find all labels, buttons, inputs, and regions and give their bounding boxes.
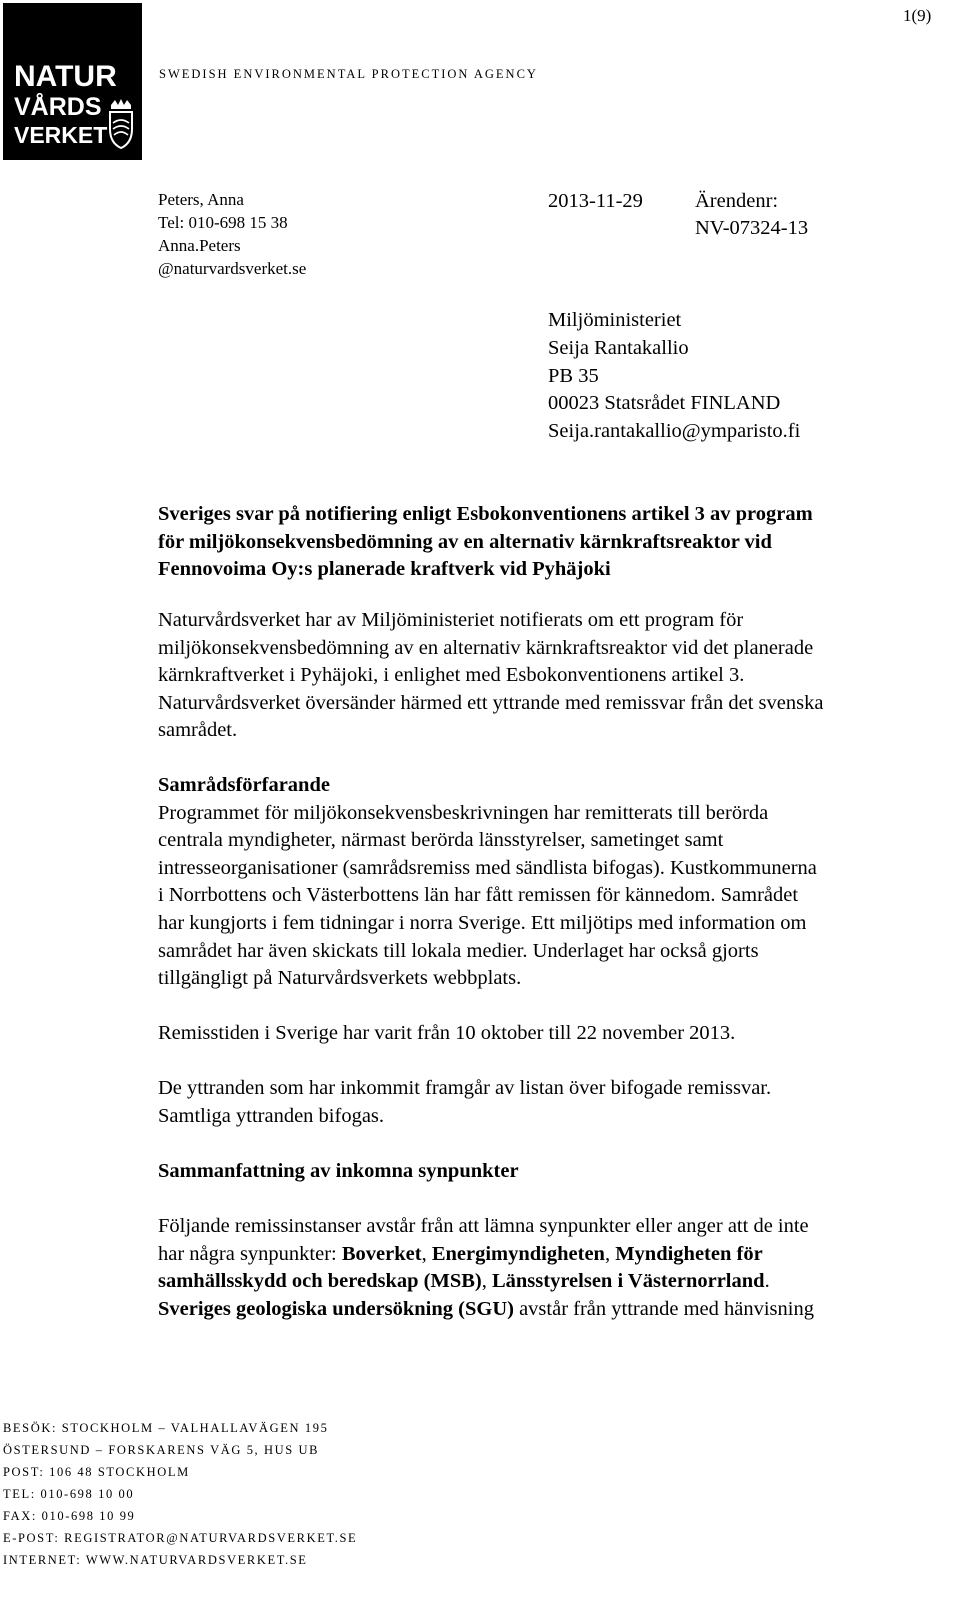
- org-boverket: Boverket: [341, 1242, 422, 1265]
- footer-tel: TEL: 010-698 10 00: [3, 1487, 135, 1501]
- replies-paragraph: [158, 1075, 948, 1130]
- org-msb: Myndigheten för: [615, 1242, 763, 1265]
- recipient-address: [548, 307, 800, 446]
- recipient-email: Seija.rantakallio@ymparisto.fi: [548, 420, 801, 443]
- recipient-line: 00023 Statsrådet FINLAND: [548, 392, 781, 415]
- footer-ostersund: ÖSTERSUND – FORSKARENS VÄG 5, HUS UB: [3, 1443, 320, 1457]
- summary-line: [158, 1296, 948, 1324]
- document-title: [158, 501, 948, 584]
- case-number: NV-07324-13: [695, 217, 809, 239]
- sender-email-line2: @naturvardsverket.se: [158, 259, 307, 278]
- sender-email-line1: Anna.Peters: [158, 236, 241, 255]
- agency-logo: [3, 3, 142, 160]
- footer-post: POST: 106 48 STOCKHOLM: [3, 1465, 190, 1479]
- recipient-line: Seija Rantakallio: [548, 336, 689, 359]
- section-samradsforfarande: [158, 772, 948, 993]
- summary-line: [158, 1241, 948, 1269]
- sender-tel: Tel: 010-698 15 38: [158, 213, 288, 232]
- section-line: tillgängligt på Naturvårdsverkets webbplats.: [158, 967, 522, 990]
- separator: ,: [421, 1242, 432, 1265]
- section-heading-summary: Sammanfattning av inkomna synpunkter: [158, 1160, 519, 1182]
- separator: ,: [604, 1242, 616, 1265]
- logo-line1: NATUR: [14, 60, 117, 93]
- title-line: Fennovoima Oy:s planerade kraftverk vid Pyhäjoki: [158, 558, 611, 581]
- org-msb-cont: samhällsskydd och beredskap (MSB): [158, 1270, 482, 1293]
- org-sgu: Sveriges geologiska undersökning (SGU): [158, 1297, 514, 1320]
- section-line: centrala myndigheter, närmast berörda länsstyrelser, sametinget samt: [158, 829, 724, 852]
- intro-line: kärnkraftverket i Pyhäjoki, i enlighet med Esbokonventionens artikel 3.: [158, 664, 745, 687]
- footer-visit: BESÖK: STOCKHOLM – VALHALLAVÄGEN 195: [3, 1421, 329, 1435]
- section-heading: Samrådsförfarande: [158, 774, 330, 796]
- footer-website[interactable]: INTERNET: WWW.NATURVARDSVERKET.SE: [3, 1553, 308, 1567]
- intro-line: miljökonsekvensbedömning av en alternativ kärnkraftsreaktor vid det planerade: [158, 636, 814, 659]
- recipient-line: Miljöministeriet: [548, 309, 682, 331]
- replies-line: Samtliga yttranden bifogas.: [158, 1104, 385, 1127]
- intro-line: Naturvårdsverket översänder härmed ett yttrande med remissvar från det svenska: [158, 691, 824, 714]
- separator: .: [764, 1270, 770, 1293]
- case-label: Ärendenr:: [695, 190, 779, 212]
- footer-email[interactable]: E-POST: REGISTRATOR@NATURVARDSVERKET.SE: [3, 1531, 358, 1545]
- logo-line2: VÅRDS: [14, 93, 102, 121]
- summary-line: [158, 1268, 948, 1296]
- intro-paragraph: [158, 607, 948, 745]
- section-line: intresseorganisationer (samrådsremiss med sändlista bifogas). Kustkommunerna: [158, 856, 817, 879]
- org-energimyndigheten: Energimyndigheten: [431, 1242, 605, 1265]
- section-line: samrådet har även skickats till lokala medier. Underlaget har också gjorts: [158, 939, 759, 962]
- sender-name: Peters, Anna: [158, 190, 244, 209]
- page-number: 1(9): [903, 6, 932, 25]
- summary-paragraph: [158, 1213, 948, 1323]
- intro-line: samrådet.: [158, 719, 238, 742]
- intro-line: Naturvårdsverket har av Miljöministeriet notifierats om ett program för: [158, 609, 744, 631]
- remiss-period: Remisstiden i Sverige har varit från 10 oktober till 22 november 2013.: [158, 1022, 736, 1044]
- summary-line: Följande remissinstanser avstår från att lämna synpunkter eller anger att de inte: [158, 1215, 809, 1237]
- footer-fax: FAX: 010-698 10 99: [3, 1509, 136, 1523]
- org-lansstyrelsen: Länsstyrelsen i Västernorrland: [491, 1270, 765, 1293]
- logo-line3: VERKET: [14, 122, 108, 148]
- section-line: i Norrbottens och Västerbottens län har fått remissen för kännedom. Samrådet: [158, 884, 799, 907]
- recipient-line: PB 35: [548, 364, 599, 387]
- replies-line: De yttranden som har inkommit framgår av listan över bifogade remissvar.: [158, 1077, 772, 1099]
- separator: ,: [481, 1270, 492, 1293]
- title-line: för miljökonsekvensbedömning av en alternativ kärnkraftsreaktor vid: [158, 530, 772, 553]
- title-line: Sveriges svar på notifiering enligt Esbokonventionens artikel 3 av program: [158, 503, 813, 525]
- document-date: 2013-11-29: [548, 190, 643, 212]
- section-line: Programmet för miljökonsekvensbeskrivningen har remitterats till berörda: [158, 801, 769, 824]
- summary-text: har några synpunkter:: [158, 1242, 342, 1265]
- crown-shield-icon: [107, 99, 135, 149]
- summary-text: avstår från yttrande med hänvisning: [513, 1297, 814, 1320]
- section-line: har kungjorts i fem tidningar i norra Sverige. Ett miljötips med information om: [158, 911, 807, 934]
- agency-name: SWEDISH ENVIRONMENTAL PROTECTION AGENCY: [159, 67, 538, 81]
